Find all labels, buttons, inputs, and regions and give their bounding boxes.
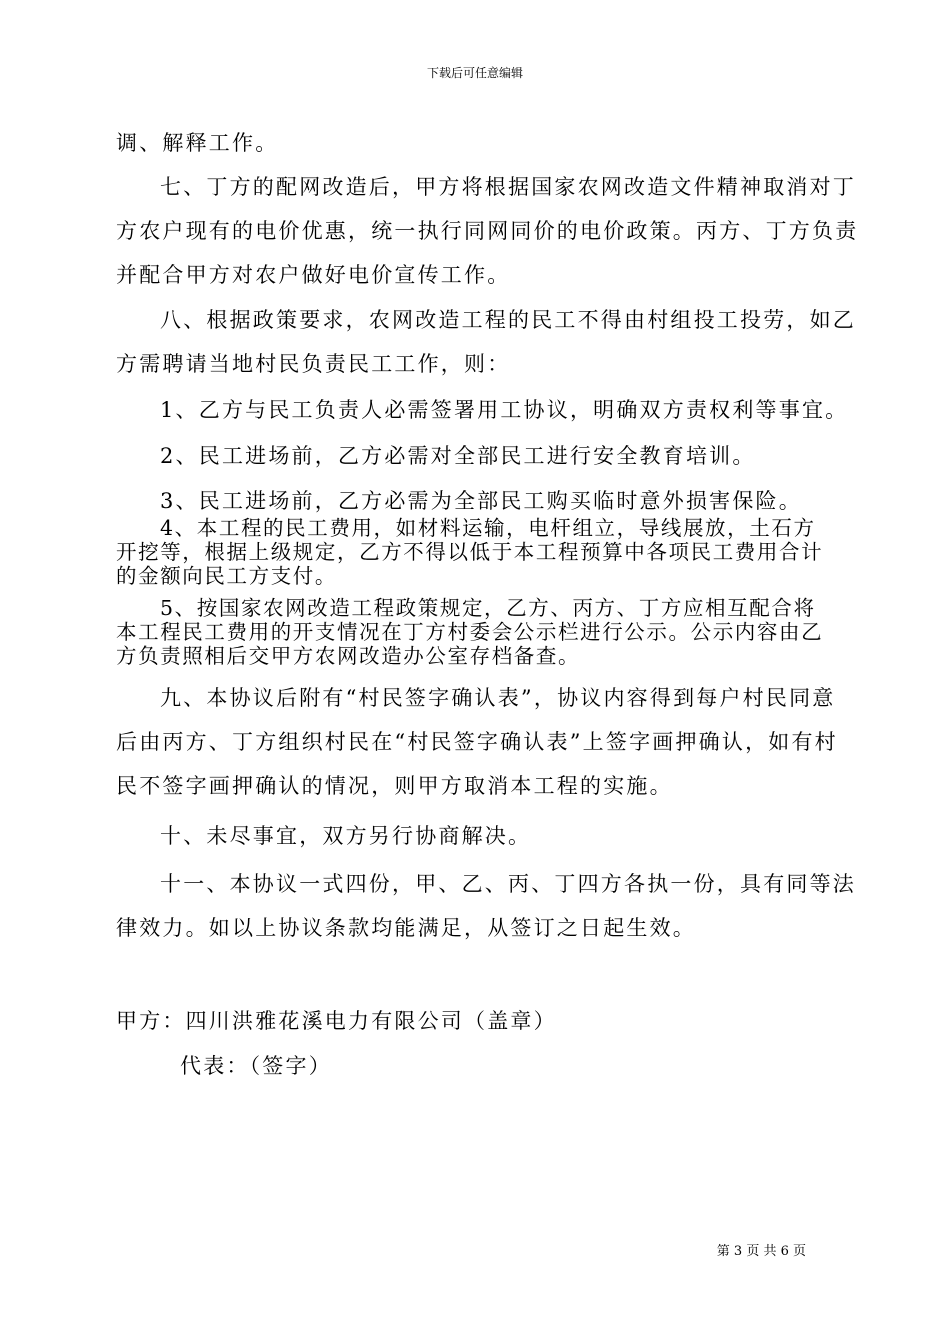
text-line: 八、根据政策要求，农网改造工程的民工不得由村组投工投劳，如乙 (160, 308, 856, 332)
clause-8-item-2 (116, 434, 836, 478)
text-line: 方负责照相后交甲方农网改造办公室存档备查。 (116, 644, 581, 668)
text-line: 方需聘请当地村民负责民工工作，则： (116, 352, 511, 376)
text-line: 代表：（签字） (180, 1054, 332, 1078)
text-line: 4、本工程的民工费用，如材料运输，电杆组立，导线展放，土石方 (160, 516, 816, 540)
text-line: 七、丁方的配网改造后，甲方将根据国家农网改造文件精神取消对丁 (160, 175, 856, 199)
clause-8 (116, 298, 856, 386)
text-line: 民不签字画押确认的情况，则甲方取消本工程的实施。 (116, 774, 673, 798)
text-line: 并配合甲方对农户做好电价宣传工作。 (116, 263, 511, 287)
text-line: 3、民工进场前，乙方必需为全部民工购买临时意外损害保险。 (160, 489, 802, 513)
clause-8-item-1 (116, 388, 849, 432)
text-line: 甲方：四川洪雅花溪电力有限公司（盖章） (116, 1009, 557, 1033)
text-line: 1、乙方与民工负责人必需签署用工协议，明确双方责权利等事宜。 (160, 398, 849, 422)
signature-representative (116, 1044, 836, 1088)
clause-10 (116, 814, 836, 858)
text-line: 开挖等，根据上级规定，乙方不得以低于本工程预算中各项民工费用合计 (116, 540, 824, 564)
text-line: 律效力。如以上协议条款均能满足，从签订之日起生效。 (116, 916, 696, 940)
clause-11 (116, 862, 856, 950)
text-line: 十一、本协议一式四份，甲、乙、丙、丁四方各执一份，具有同等法 (160, 872, 856, 896)
paragraph-continued (116, 121, 836, 165)
clause-7 (116, 165, 859, 297)
text-line: 5、按国家农网改造工程政策规定，乙方、丙方、丁方应相互配合将 (160, 596, 816, 620)
text-line: 后由丙方、丁方组织村民在“村民签字确认表”上签字画押确认，如有村 (116, 730, 838, 754)
text-line: 九、本协议后附有“村民签字确认表”，协议内容得到每户村民同意 (160, 686, 836, 710)
text-line: 本工程民工费用的开支情况在丁方村委会公示栏进行公示。公示内容由乙 (116, 620, 824, 644)
page-header: 下载后可任意编辑 (426, 66, 523, 80)
text-line: 2、民工进场前，乙方必需对全部民工进行安全教育培训。 (160, 444, 756, 468)
text-line: 调、解释工作。 (116, 131, 279, 155)
signature-party-a (116, 999, 836, 1043)
text-line: 的金额向民工方支付。 (116, 564, 337, 588)
clause-8-item-5 (116, 596, 836, 668)
text-line: 十、未尽事宜，双方另行协商解决。 (160, 824, 532, 848)
text-line: 方农户现有的电价优惠，统一执行同网同价的电价政策。丙方、丁方负责 (116, 219, 859, 243)
page-number: 第 3 页 共 6 页 (716, 1244, 806, 1259)
clause-9 (116, 676, 836, 808)
clause-8-item-4 (116, 516, 836, 588)
